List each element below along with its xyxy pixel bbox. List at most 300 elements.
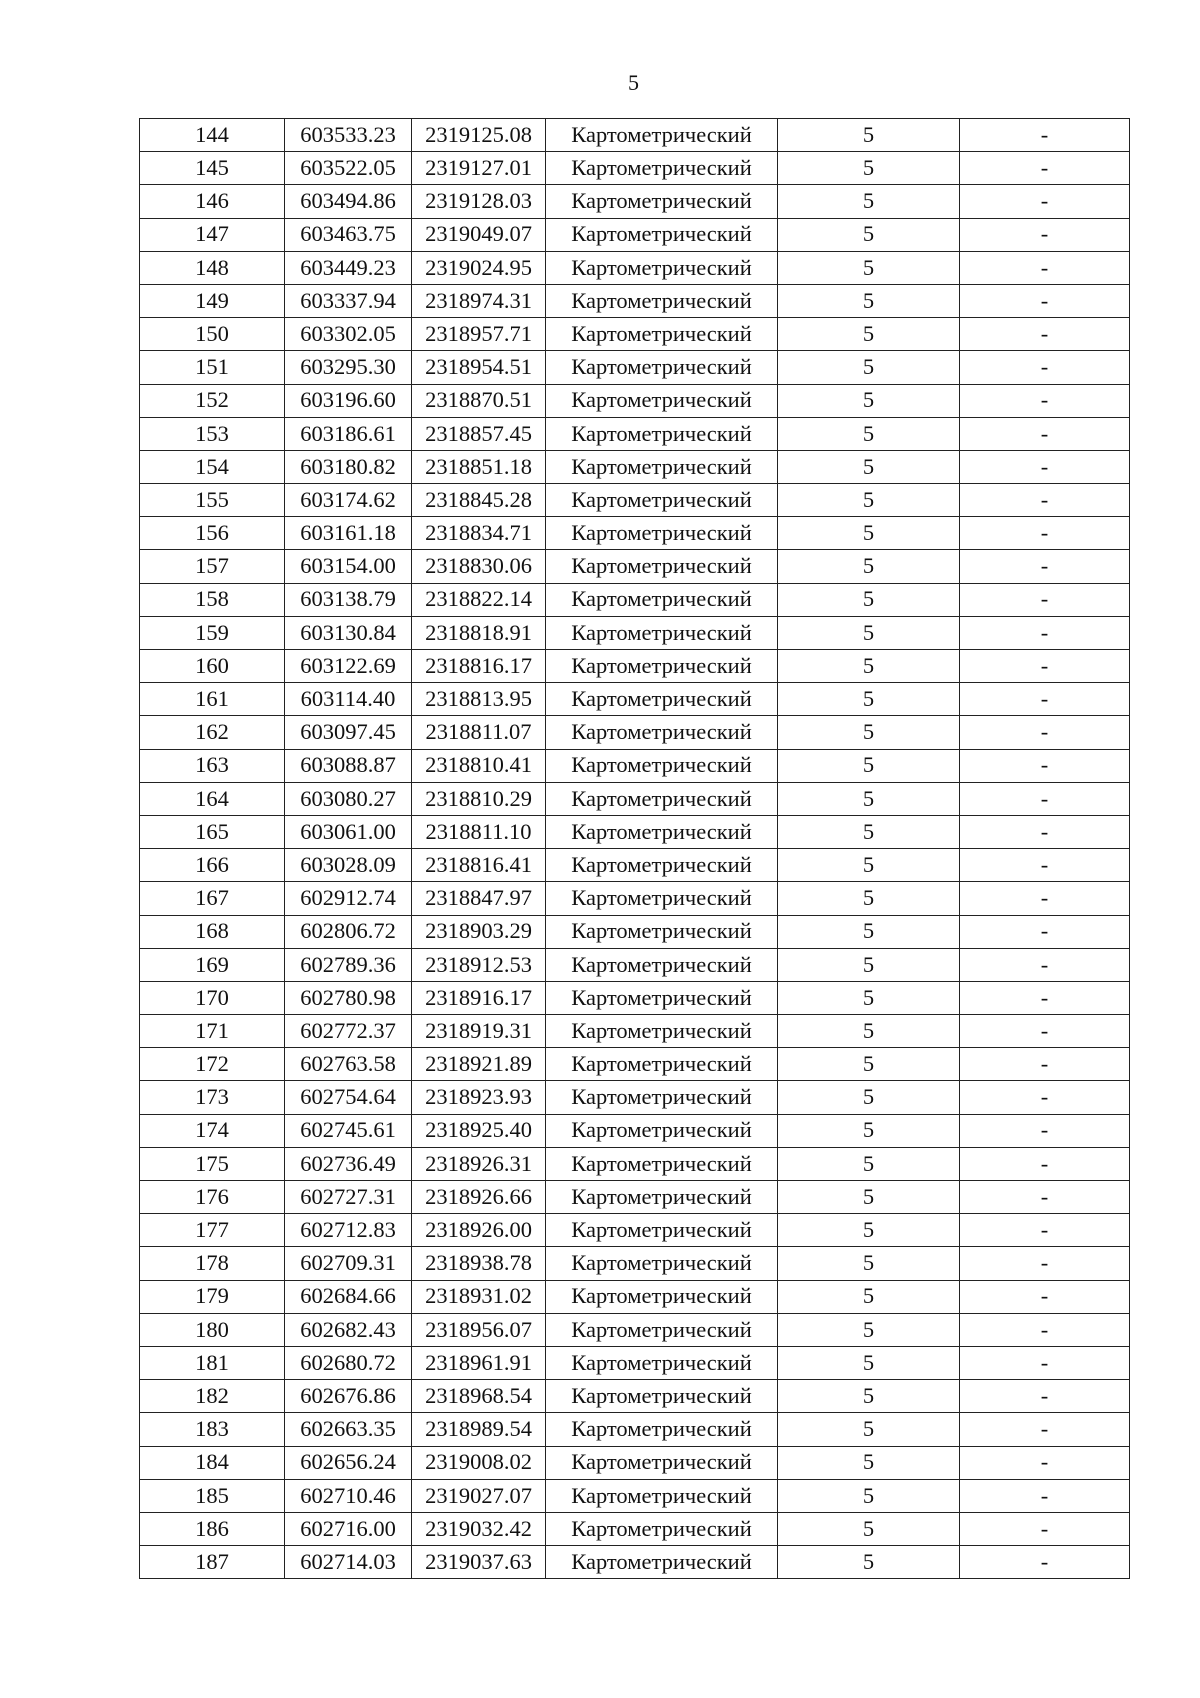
x-coordinate-cell: 603196.60 [285,384,412,417]
method-cell: Картометрический [546,218,778,251]
description-cell: - [960,1214,1130,1247]
accuracy-cell: 5 [778,948,960,981]
y-coordinate-cell: 2318857.45 [412,417,546,450]
x-coordinate-cell: 602716.00 [285,1512,412,1545]
y-coordinate-cell: 2318956.07 [412,1313,546,1346]
description-cell: - [960,417,1130,450]
table-row [140,1181,1130,1214]
accuracy-cell: 5 [778,119,960,152]
accuracy-cell: 5 [778,1546,960,1579]
point-number-cell: 175 [140,1147,285,1180]
y-coordinate-cell: 2318834.71 [412,517,546,550]
description-cell: - [960,716,1130,749]
method-cell: Картометрический [546,318,778,351]
y-coordinate-cell: 2318811.10 [412,815,546,848]
method-cell: Картометрический [546,1380,778,1413]
table-row [140,981,1130,1014]
point-number-cell: 173 [140,1081,285,1114]
y-coordinate-cell: 2318813.95 [412,683,546,716]
method-cell: Картометрический [546,948,778,981]
accuracy-cell: 5 [778,1346,960,1379]
point-number-cell: 153 [140,417,285,450]
y-coordinate-cell: 2318830.06 [412,550,546,583]
table-row [140,1048,1130,1081]
y-coordinate-cell: 2318926.66 [412,1181,546,1214]
accuracy-cell: 5 [778,1114,960,1147]
x-coordinate-cell: 603302.05 [285,318,412,351]
description-cell: - [960,1313,1130,1346]
accuracy-cell: 5 [778,1181,960,1214]
table-row [140,616,1130,649]
x-coordinate-cell: 603028.09 [285,849,412,882]
x-coordinate-cell: 602680.72 [285,1346,412,1379]
point-number-cell: 176 [140,1181,285,1214]
y-coordinate-cell: 2318919.31 [412,1015,546,1048]
table-row [140,1081,1130,1114]
point-number-cell: 161 [140,683,285,716]
description-cell: - [960,517,1130,550]
accuracy-cell: 5 [778,351,960,384]
table-row [140,251,1130,284]
description-cell: - [960,882,1130,915]
accuracy-cell: 5 [778,1048,960,1081]
y-coordinate-cell: 2318974.31 [412,284,546,317]
x-coordinate-cell: 603114.40 [285,683,412,716]
x-coordinate-cell: 603138.79 [285,583,412,616]
table-row [140,417,1130,450]
point-number-cell: 144 [140,119,285,152]
y-coordinate-cell: 2319125.08 [412,119,546,152]
x-coordinate-cell: 603494.86 [285,185,412,218]
description-cell: - [960,1048,1130,1081]
method-cell: Картометрический [546,550,778,583]
accuracy-cell: 5 [778,484,960,517]
page-number: 5 [628,70,639,95]
method-cell: Картометрический [546,484,778,517]
x-coordinate-cell: 602682.43 [285,1313,412,1346]
table-row [140,716,1130,749]
method-cell: Картометрический [546,1081,778,1114]
y-coordinate-cell: 2318816.17 [412,650,546,683]
method-cell: Картометрический [546,1181,778,1214]
x-coordinate-cell: 603154.00 [285,550,412,583]
description-cell: - [960,815,1130,848]
point-number-cell: 149 [140,284,285,317]
method-cell: Картометрический [546,716,778,749]
point-number-cell: 147 [140,218,285,251]
accuracy-cell: 5 [778,1479,960,1512]
x-coordinate-cell: 602714.03 [285,1546,412,1579]
description-cell: - [960,1114,1130,1147]
method-cell: Картометрический [546,1512,778,1545]
description-cell: - [960,1446,1130,1479]
point-number-cell: 150 [140,318,285,351]
method-cell: Картометрический [546,915,778,948]
x-coordinate-cell: 603337.94 [285,284,412,317]
accuracy-cell: 5 [778,683,960,716]
x-coordinate-cell: 602712.83 [285,1214,412,1247]
accuracy-cell: 5 [778,284,960,317]
x-coordinate-cell: 603061.00 [285,815,412,848]
point-number-cell: 146 [140,185,285,218]
point-number-cell: 158 [140,583,285,616]
y-coordinate-cell: 2319024.95 [412,251,546,284]
table-row [140,1313,1130,1346]
coordinates-table [139,118,1130,1579]
method-cell: Картометрический [546,185,778,218]
point-number-cell: 164 [140,782,285,815]
description-cell: - [960,1479,1130,1512]
x-coordinate-cell: 603097.45 [285,716,412,749]
method-cell: Картометрический [546,583,778,616]
table-row [140,318,1130,351]
table-row [140,1380,1130,1413]
point-number-cell: 182 [140,1380,285,1413]
accuracy-cell: 5 [778,583,960,616]
x-coordinate-cell: 602727.31 [285,1181,412,1214]
accuracy-cell: 5 [778,1446,960,1479]
table-row [140,152,1130,185]
method-cell: Картометрический [546,1015,778,1048]
table-row [140,517,1130,550]
point-number-cell: 187 [140,1546,285,1579]
method-cell: Картометрический [546,815,778,848]
point-number-cell: 167 [140,882,285,915]
table-row [140,915,1130,948]
y-coordinate-cell: 2318870.51 [412,384,546,417]
description-cell: - [960,218,1130,251]
description-cell: - [960,119,1130,152]
y-coordinate-cell: 2318851.18 [412,450,546,483]
coordinates-table-body [140,119,1130,1579]
x-coordinate-cell: 602676.86 [285,1380,412,1413]
accuracy-cell: 5 [778,152,960,185]
method-cell: Картометрический [546,1346,778,1379]
description-cell: - [960,450,1130,483]
accuracy-cell: 5 [778,550,960,583]
accuracy-cell: 5 [778,1214,960,1247]
point-number-cell: 156 [140,517,285,550]
x-coordinate-cell: 602656.24 [285,1446,412,1479]
accuracy-cell: 5 [778,384,960,417]
description-cell: - [960,1512,1130,1545]
description-cell: - [960,981,1130,1014]
y-coordinate-cell: 2318961.91 [412,1346,546,1379]
point-number-cell: 168 [140,915,285,948]
table-row [140,450,1130,483]
description-cell: - [960,284,1130,317]
description-cell: - [960,185,1130,218]
method-cell: Картометрический [546,251,778,284]
x-coordinate-cell: 602789.36 [285,948,412,981]
x-coordinate-cell: 602684.66 [285,1280,412,1313]
table-row [140,782,1130,815]
method-cell: Картометрический [546,849,778,882]
description-cell: - [960,484,1130,517]
point-number-cell: 157 [140,550,285,583]
point-number-cell: 160 [140,650,285,683]
y-coordinate-cell: 2318938.78 [412,1247,546,1280]
point-number-cell: 185 [140,1479,285,1512]
method-cell: Картометрический [546,1446,778,1479]
accuracy-cell: 5 [778,815,960,848]
x-coordinate-cell: 602709.31 [285,1247,412,1280]
method-cell: Картометрический [546,1479,778,1512]
description-cell: - [960,1147,1130,1180]
accuracy-cell: 5 [778,218,960,251]
table-row [140,1446,1130,1479]
table-row [140,948,1130,981]
y-coordinate-cell: 2318912.53 [412,948,546,981]
x-coordinate-cell: 602806.72 [285,915,412,948]
x-coordinate-cell: 603463.75 [285,218,412,251]
point-number-cell: 163 [140,749,285,782]
y-coordinate-cell: 2318822.14 [412,583,546,616]
x-coordinate-cell: 603449.23 [285,251,412,284]
method-cell: Картометрический [546,882,778,915]
method-cell: Картометрический [546,450,778,483]
table-row [140,882,1130,915]
accuracy-cell: 5 [778,716,960,749]
point-number-cell: 179 [140,1280,285,1313]
method-cell: Картометрический [546,683,778,716]
x-coordinate-cell: 603186.61 [285,417,412,450]
y-coordinate-cell: 2318810.29 [412,782,546,815]
table-row [140,1346,1130,1379]
table-row [140,1479,1130,1512]
table-row [140,484,1130,517]
table-row [140,1015,1130,1048]
point-number-cell: 155 [140,484,285,517]
point-number-cell: 174 [140,1114,285,1147]
point-number-cell: 152 [140,384,285,417]
point-number-cell: 154 [140,450,285,483]
y-coordinate-cell: 2318954.51 [412,351,546,384]
table-row [140,650,1130,683]
y-coordinate-cell: 2318847.97 [412,882,546,915]
table-row [140,351,1130,384]
method-cell: Картометрический [546,384,778,417]
y-coordinate-cell: 2319127.01 [412,152,546,185]
y-coordinate-cell: 2318816.41 [412,849,546,882]
point-number-cell: 172 [140,1048,285,1081]
point-number-cell: 186 [140,1512,285,1545]
y-coordinate-cell: 2318916.17 [412,981,546,1014]
accuracy-cell: 5 [778,450,960,483]
point-number-cell: 148 [140,251,285,284]
y-coordinate-cell: 2319027.07 [412,1479,546,1512]
table-row [140,1512,1130,1545]
description-cell: - [960,318,1130,351]
method-cell: Картометрический [546,284,778,317]
accuracy-cell: 5 [778,650,960,683]
method-cell: Картометрический [546,1313,778,1346]
accuracy-cell: 5 [778,1247,960,1280]
y-coordinate-cell: 2319032.42 [412,1512,546,1545]
x-coordinate-cell: 602772.37 [285,1015,412,1048]
x-coordinate-cell: 603180.82 [285,450,412,483]
description-cell: - [960,650,1130,683]
accuracy-cell: 5 [778,1512,960,1545]
method-cell: Картометрический [546,981,778,1014]
method-cell: Картометрический [546,616,778,649]
x-coordinate-cell: 602763.58 [285,1048,412,1081]
x-coordinate-cell: 602780.98 [285,981,412,1014]
x-coordinate-cell: 603533.23 [285,119,412,152]
accuracy-cell: 5 [778,1081,960,1114]
method-cell: Картометрический [546,351,778,384]
description-cell: - [960,550,1130,583]
description-cell: - [960,1546,1130,1579]
x-coordinate-cell: 603161.18 [285,517,412,550]
point-number-cell: 171 [140,1015,285,1048]
method-cell: Картометрический [546,1413,778,1446]
y-coordinate-cell: 2318925.40 [412,1114,546,1147]
table-row [140,1413,1130,1446]
y-coordinate-cell: 2318921.89 [412,1048,546,1081]
method-cell: Картометрический [546,650,778,683]
point-number-cell: 159 [140,616,285,649]
description-cell: - [960,1081,1130,1114]
y-coordinate-cell: 2318957.71 [412,318,546,351]
y-coordinate-cell: 2318926.00 [412,1214,546,1247]
method-cell: Картометрический [546,1247,778,1280]
table-row [140,749,1130,782]
accuracy-cell: 5 [778,1380,960,1413]
accuracy-cell: 5 [778,1147,960,1180]
x-coordinate-cell: 603080.27 [285,782,412,815]
table-row [140,1546,1130,1579]
table-row [140,815,1130,848]
point-number-cell: 178 [140,1247,285,1280]
point-number-cell: 169 [140,948,285,981]
accuracy-cell: 5 [778,1413,960,1446]
table-row [140,119,1130,152]
accuracy-cell: 5 [778,849,960,882]
x-coordinate-cell: 603130.84 [285,616,412,649]
point-number-cell: 180 [140,1313,285,1346]
point-number-cell: 145 [140,152,285,185]
accuracy-cell: 5 [778,417,960,450]
y-coordinate-cell: 2318989.54 [412,1413,546,1446]
point-number-cell: 170 [140,981,285,1014]
point-number-cell: 166 [140,849,285,882]
x-coordinate-cell: 603174.62 [285,484,412,517]
table-row [140,683,1130,716]
table-row [140,185,1130,218]
x-coordinate-cell: 602736.49 [285,1147,412,1180]
description-cell: - [960,1247,1130,1280]
y-coordinate-cell: 2318903.29 [412,915,546,948]
method-cell: Картометрический [546,749,778,782]
description-cell: - [960,749,1130,782]
point-number-cell: 183 [140,1413,285,1446]
accuracy-cell: 5 [778,185,960,218]
table-row [140,384,1130,417]
point-number-cell: 184 [140,1446,285,1479]
y-coordinate-cell: 2319128.03 [412,185,546,218]
table-row [140,1147,1130,1180]
description-cell: - [960,849,1130,882]
description-cell: - [960,782,1130,815]
point-number-cell: 162 [140,716,285,749]
table-row [140,218,1130,251]
accuracy-cell: 5 [778,517,960,550]
table-row [140,583,1130,616]
y-coordinate-cell: 2318931.02 [412,1280,546,1313]
table-row [140,1247,1130,1280]
x-coordinate-cell: 602745.61 [285,1114,412,1147]
table-row [140,1214,1130,1247]
method-cell: Картометрический [546,1048,778,1081]
y-coordinate-cell: 2318926.31 [412,1147,546,1180]
description-cell: - [960,1346,1130,1379]
accuracy-cell: 5 [778,981,960,1014]
method-cell: Картометрический [546,417,778,450]
y-coordinate-cell: 2318818.91 [412,616,546,649]
x-coordinate-cell: 602912.74 [285,882,412,915]
description-cell: - [960,948,1130,981]
y-coordinate-cell: 2319049.07 [412,218,546,251]
method-cell: Картометрический [546,1546,778,1579]
method-cell: Картометрический [546,1280,778,1313]
method-cell: Картометрический [546,1147,778,1180]
x-coordinate-cell: 602663.35 [285,1413,412,1446]
x-coordinate-cell: 603522.05 [285,152,412,185]
description-cell: - [960,1015,1130,1048]
description-cell: - [960,251,1130,284]
method-cell: Картометрический [546,517,778,550]
x-coordinate-cell: 602710.46 [285,1479,412,1512]
x-coordinate-cell: 603088.87 [285,749,412,782]
accuracy-cell: 5 [778,1313,960,1346]
accuracy-cell: 5 [778,915,960,948]
description-cell: - [960,616,1130,649]
accuracy-cell: 5 [778,749,960,782]
point-number-cell: 181 [140,1346,285,1379]
y-coordinate-cell: 2318811.07 [412,716,546,749]
description-cell: - [960,1181,1130,1214]
table-row [140,1280,1130,1313]
point-number-cell: 177 [140,1214,285,1247]
description-cell: - [960,683,1130,716]
description-cell: - [960,1280,1130,1313]
accuracy-cell: 5 [778,318,960,351]
description-cell: - [960,1413,1130,1446]
description-cell: - [960,583,1130,616]
method-cell: Картометрический [546,782,778,815]
y-coordinate-cell: 2318923.93 [412,1081,546,1114]
table-row [140,1114,1130,1147]
table-row [140,550,1130,583]
x-coordinate-cell: 602754.64 [285,1081,412,1114]
x-coordinate-cell: 603122.69 [285,650,412,683]
method-cell: Картометрический [546,1214,778,1247]
point-number-cell: 165 [140,815,285,848]
y-coordinate-cell: 2319008.02 [412,1446,546,1479]
x-coordinate-cell: 603295.30 [285,351,412,384]
description-cell: - [960,351,1130,384]
method-cell: Картометрический [546,152,778,185]
accuracy-cell: 5 [778,1280,960,1313]
description-cell: - [960,152,1130,185]
y-coordinate-cell: 2318845.28 [412,484,546,517]
accuracy-cell: 5 [778,1015,960,1048]
y-coordinate-cell: 2318968.54 [412,1380,546,1413]
table-row [140,284,1130,317]
y-coordinate-cell: 2319037.63 [412,1546,546,1579]
table-row [140,849,1130,882]
